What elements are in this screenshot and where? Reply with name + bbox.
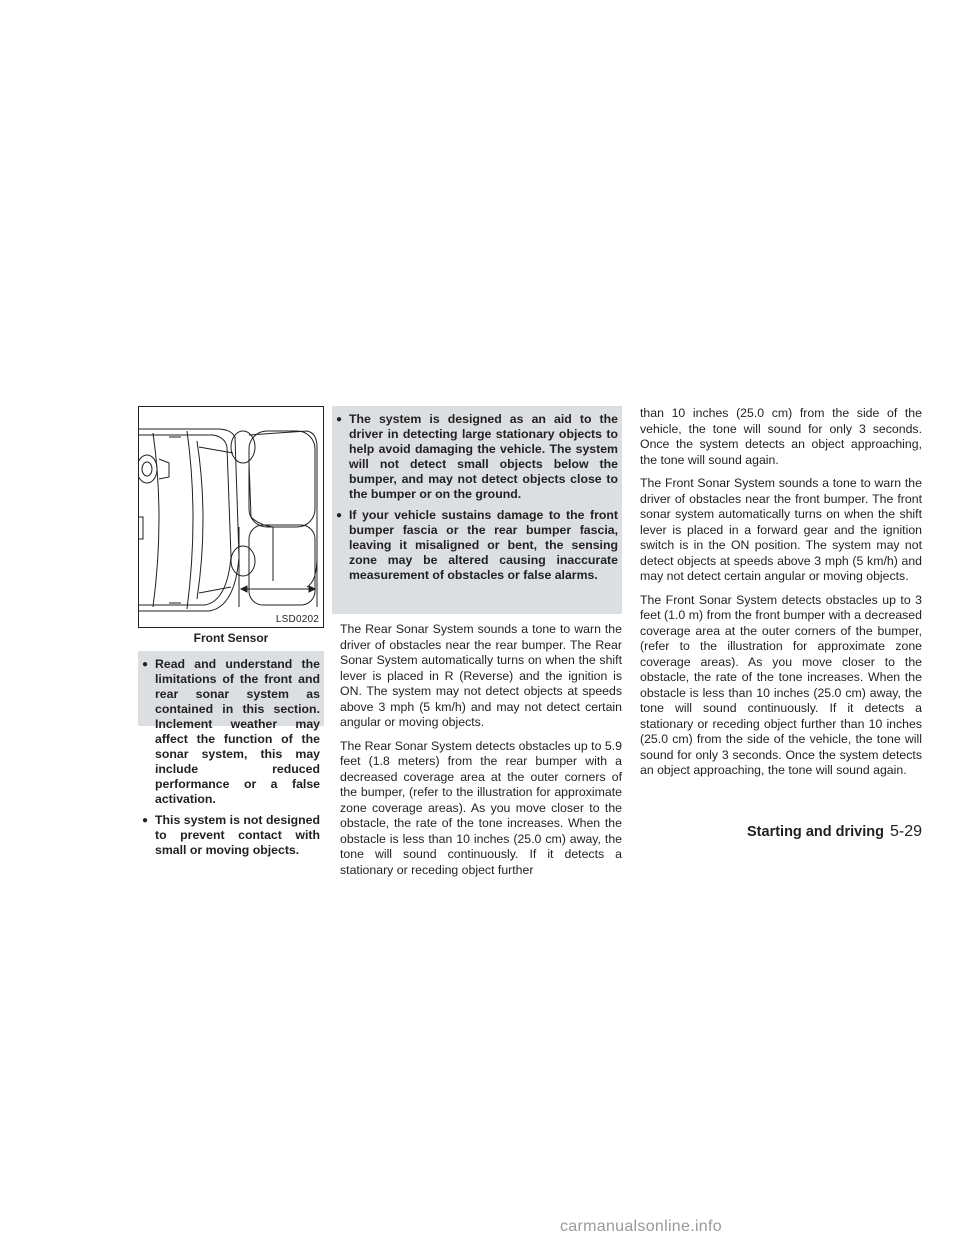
watermark: carmanualsonline.info (560, 1218, 722, 1235)
section-title: Starting and driving (747, 824, 884, 840)
right-column (640, 406, 922, 787)
figure-code: LSD0202 (275, 614, 319, 625)
figure-caption: Front Sensor (193, 631, 269, 645)
paragraph: than 10 inches (25.0 cm) from the side of the vehicle, the tone will sound for only 3 seconds. Once the system detects an object approaching, the tone will sound again. (640, 406, 922, 467)
paragraph: The Front Sonar System sounds a tone to warn the driver of obstacles near the front bumper. The front sonar system automatically turns on when the shift lever is placed in a forward gear and the ignition switch is in the ON position. The system may not detect objects at speeds above 3 mph (5 km/h) and may not detect certain angular or moving objects. (640, 476, 922, 583)
paragraph: The Front Sonar System detects obstacles up to 3 feet (1.0 m) from the front bumper with a decreased coverage area at the outer corners of the bumper, (refer to the illustration for approximate zone coverage areas). As you move closer to the obstacle, the rate of the tone increases. When the obstacle is less than 10 inches (25.0 cm) away, the tone will sound continuously. If it detects a stationary or receding object further than 10 inches (25.0 cm) from the side of the vehicle, the tone will sound for only 3 seconds. Once the system detects an object approaching, the tone will sound again. (640, 592, 922, 777)
warning-item: ● This system is not designed to prevent contact with small or moving objects. (142, 813, 320, 858)
paragraph: The Rear Sonar System sounds a tone to warn the driver of obstacles near the rear bumper. The Rear Sonar System automatically turns on when the shift lever is placed in R (Reverse) and the ignition is ON. The system may not detect objects at speeds above 3 mph (5 km/h) and may not detect certain angular or moving objects. (340, 622, 622, 729)
warning-item: ● The system is designed as an aid to the driver in detecting large stationary objects to help avoid damaging the vehicle. The system will not detect small objects below the bumper, and may not detect objects close to the bumper or on the ground. (336, 412, 618, 502)
warning-item: ● If your vehicle sustains damage to the front bumper fascia or the rear bumper fascia, leaving it misaligned or bent, the sensing zone may be altered causing inaccurate measurement of obstacles or false alarms. (336, 508, 618, 583)
warning-item: ● Read and understand the limitations of the front and rear sonar system as contained in this section. Inclement weather may affect the function of the sonar system, this may include reduced performance or a false activation. (142, 657, 320, 807)
warning-box-middle (332, 406, 622, 614)
page-number: 5-29 (889, 823, 922, 840)
vehicle-front-sensor-diagram-icon (139, 407, 325, 629)
page-footer (700, 823, 922, 841)
warning-box-left (138, 651, 324, 857)
front-sensor-figure (138, 406, 324, 628)
paragraph: The Rear Sonar System detects obstacles up to 5.9 feet (1.8 meters) from the rear bumper with a decreased coverage area at the outer corners of the bumper, (refer to the illustration for approximate zone coverage areas). As you move closer to the obstacle, the rate of the tone increases. When the obstacle is less than 10 inches (25.0 cm) away, the tone will sound continuously. If it detects a stationary or receding object further (340, 738, 622, 877)
middle-column (340, 622, 622, 886)
